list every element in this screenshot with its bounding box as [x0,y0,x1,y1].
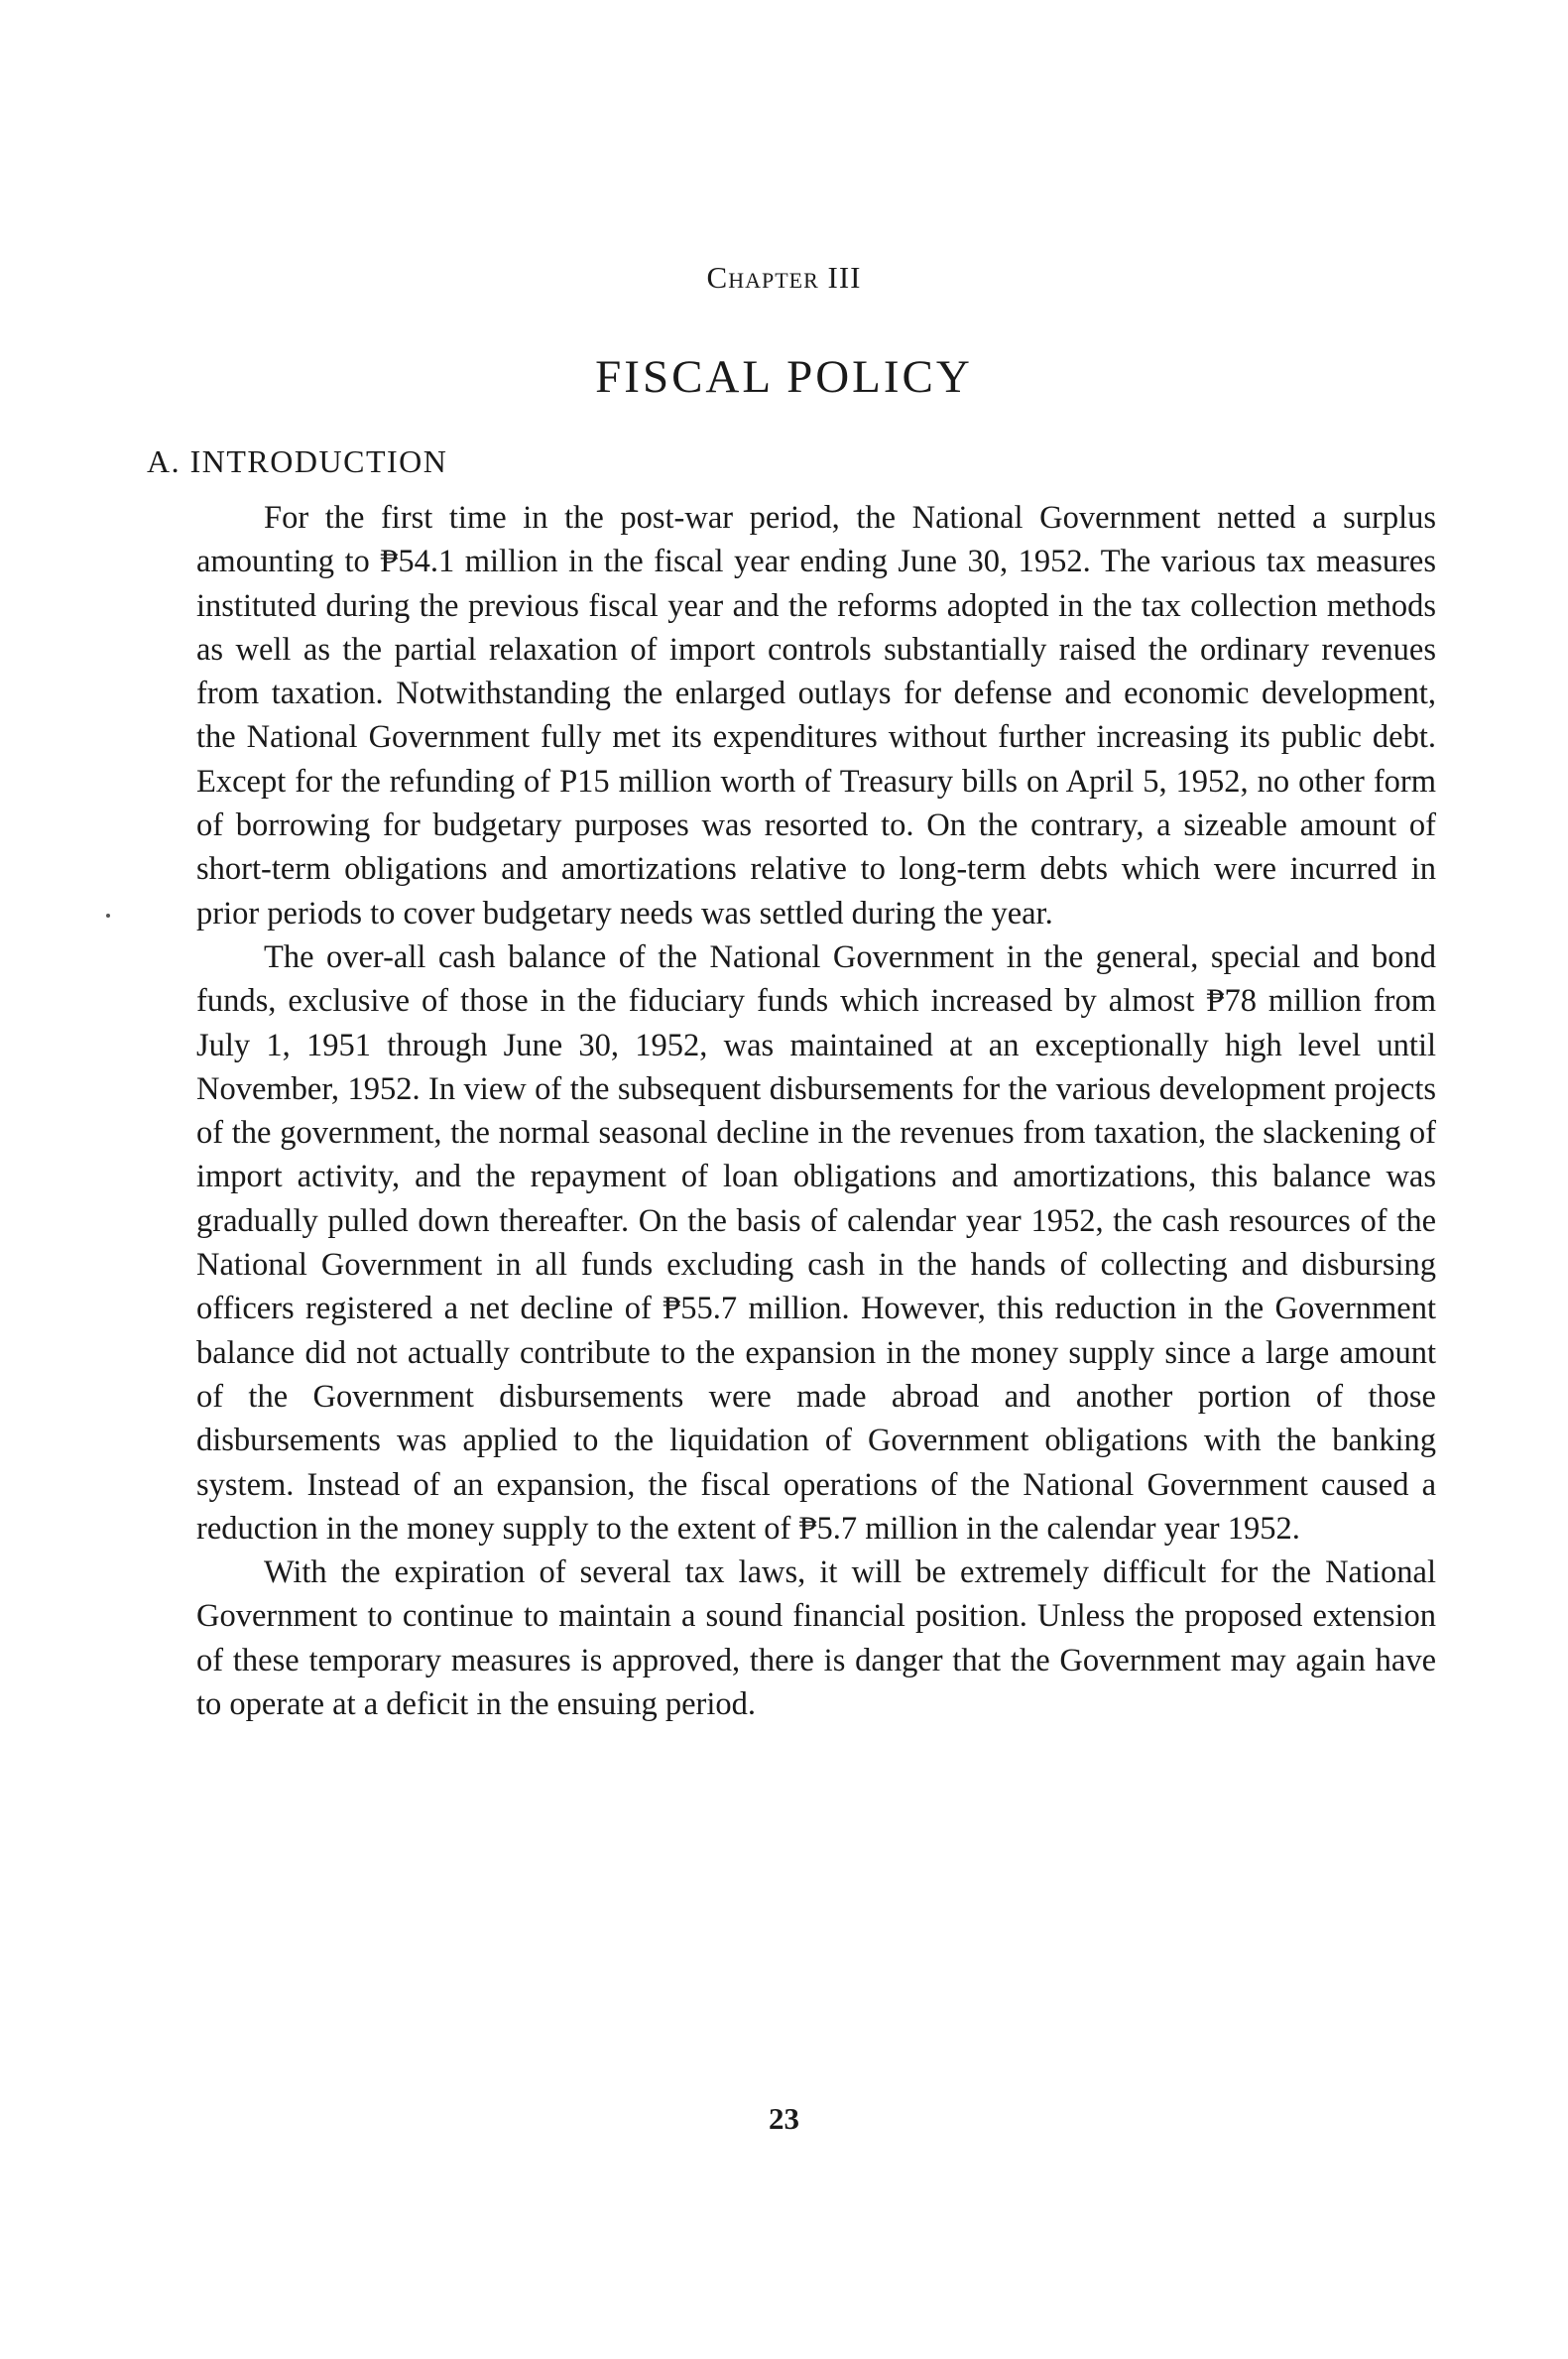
paragraph-1: For the first time in the post-war period, the National Government netted a surplus amounting to ₱54.1 million in the fiscal year ending June 30, 1952. The various tax measures instituted during the previous fiscal year and the reforms adopted in the tax collection methods as well as the partial relaxation of import controls substantially raised the ordinary revenues from taxation. Notwithstanding the enlarged outlays for defense and economic development, the National Government fully met its expenditures without further increasing its public debt. Except for the refunding of P15 million worth of Treasury bills on April 5, 1952, no other form of borrowing for budgetary purposes was resorted to. On the contrary, a sizeable amount of short-term obligations and amortizations relative to long-term debts which were incurred in prior periods to cover budgetary needs was settled during the year. [196,500,1436,931]
body-text [196,496,1436,1726]
margin-speck [106,914,110,918]
page-number: 23 [769,2101,799,2136]
section-heading: A. INTRODUCTION [147,443,448,479]
chapter-label: Chapter III [706,260,862,295]
chapter-title: FISCAL POLICY [595,351,973,403]
paragraph-2: The over-all cash balance of the National Government in the general, special and bond funds, exclusive of those in the fiduciary funds which increased by almost ₱78 million from July 1, 1951 through June 30, 1952, was maintained at an exceptionally high level until November, 1952. In view of the subsequent disbursements for the various development projects of the government, the normal seasonal decline in the revenues from taxation, the slackening of import activity, and the repayment of loan obligations and amortizations, this balance was gradually pulled down thereafter. On the basis of calendar year 1952, the cash resources of the National Government in all funds excluding cash in the hands of collecting and disbursing officers registered a net decline of ₱55.7 million. However, this reduction in the Government balance did not actually contribute to the expansion in the money supply since a large amount of the Government disbursements were made abroad and another portion of those disbursements was applied to the liquidation of Government obligations with the banking system. Instead of an expansion, the fiscal operations of the National Government caused a reduction in the money supply to the extent of ₱5.7 million in the calendar year 1952. [196,938,1436,1547]
paragraph-3: With the expiration of several tax laws, it will be extremely difficult for the National Government to continue to maintain a sound financial position. Unless the proposed extension of these temporary measures is approved, there is danger that the Government may again have to operate at a deficit in the ensuing period. [196,1554,1436,1723]
